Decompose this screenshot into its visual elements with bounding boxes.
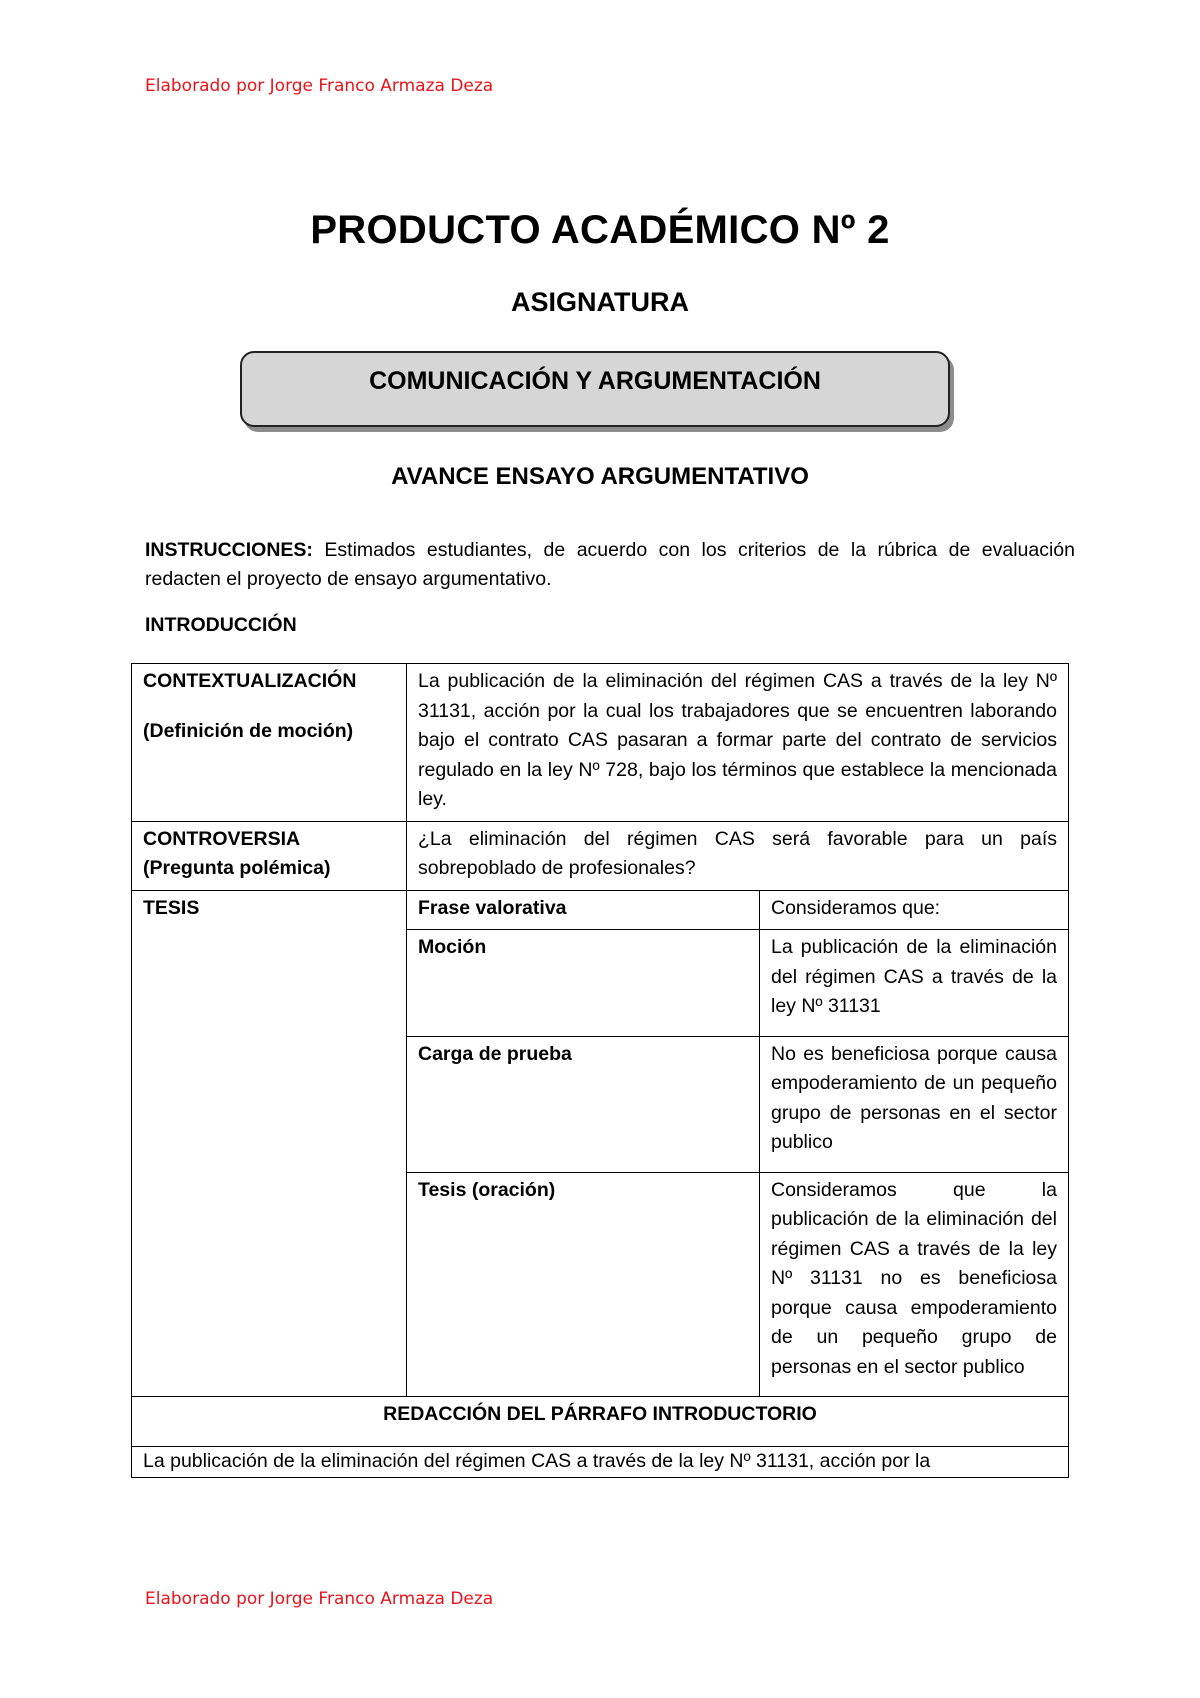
footer-author-note: Elaborado por Jorge Franco Armaza Deza — [145, 1589, 494, 1609]
tesis-mocion-label: Moción — [407, 930, 760, 1037]
redaccion-text: La publicación de la eliminación del régimen CAS a través de la ley Nº 31131, acción por la — [132, 1447, 1069, 1478]
contextualizacion-label: CONTEXTUALIZACIÓN — [143, 670, 357, 692]
section-title: AVANCE ENSAYO ARGUMENTATIVO — [391, 463, 809, 490]
header-author-note: Elaborado por Jorge Franco Armaza Deza — [145, 76, 494, 96]
controversia-value: ¿La eliminación del régimen CAS será favorable para un país sobrepoblado de profesionales? — [407, 821, 1069, 890]
contextualizacion-sublabel: (Definición de moción) — [143, 719, 354, 742]
table-row-redaccion-heading — [132, 1397, 1069, 1447]
contextualizacion-value: La publicación de la eliminación del régimen CAS a través de la ley Nº 31131, acción por la cual los trabajadores que se encuentren laborando bajo el contrato CAS pasaran a formar parte del contrato de servicios regulado en la ley Nº 728, bajo los términos que establece la mencionada ley. — [407, 664, 1069, 822]
instructions-label: INSTRUCCIONES: — [145, 539, 313, 561]
controversia-label-cell — [132, 821, 407, 890]
page-title: PRODUCTO ACADÉMICO Nº 2 — [310, 208, 890, 252]
subject-label: ASIGNATURA — [511, 287, 689, 317]
redaccion-heading: REDACCIÓN DEL PÁRRAFO INTRODUCTORIO — [132, 1397, 1069, 1447]
contextualizacion-label-cell — [132, 664, 407, 822]
introduction-table — [131, 663, 1069, 1478]
instructions-paragraph — [145, 536, 1075, 594]
introduction-heading: INTRODUCCIÓN — [145, 614, 297, 636]
tesis-carga-value: No es beneficiosa porque causa empoderamiento de un pequeño grupo de personas en el sector publico — [760, 1036, 1069, 1172]
table-row-contextualizacion — [132, 664, 1069, 822]
controversia-label: CONTROVERSIA — [143, 827, 301, 850]
tesis-oracion-label: Tesis (oración) — [407, 1172, 760, 1397]
tesis-carga-label: Carga de prueba — [407, 1036, 760, 1172]
table-row-tesis-frase — [132, 890, 1069, 930]
tesis-mocion-value: La publicación de la eliminación del régimen CAS a través de la ley Nº 31131 — [760, 930, 1069, 1037]
controversia-sublabel: (Pregunta polémica) — [143, 857, 331, 879]
table-row-redaccion-text — [132, 1447, 1069, 1478]
tesis-oracion-value: Consideramos que la publicación de la eliminación del régimen CAS a través de la ley Nº 31131 no es beneficiosa porque causa empoderamiento de un pequeño grupo de personas en el sector publico — [760, 1172, 1069, 1397]
course-name-box — [240, 351, 950, 427]
course-name: COMUNICACIÓN Y ARGUMENTACIÓN — [369, 367, 821, 395]
tesis-label: TESIS — [132, 890, 407, 1397]
instructions-text: Estimados estudiantes, de acuerdo con los criterios de la rúbrica de evaluación redacten el proyecto de ensayo argumentativo. — [145, 539, 1075, 590]
table-row-controversia — [132, 821, 1069, 890]
tesis-frase-value: Consideramos que: — [760, 890, 1069, 930]
tesis-frase-label: Frase valorativa — [407, 890, 760, 930]
